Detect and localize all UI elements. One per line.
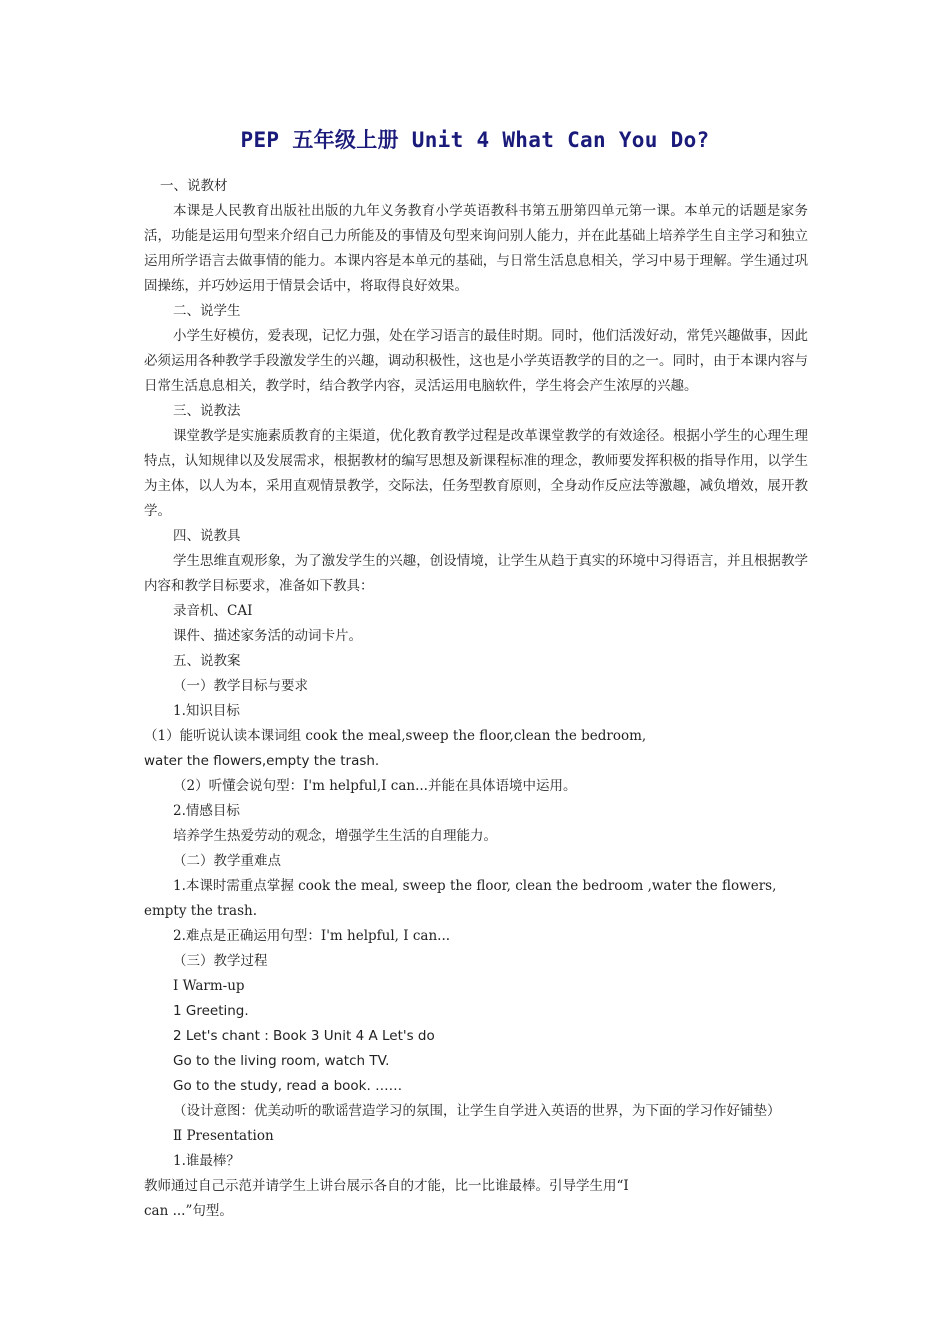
paragraph-line: Go to the study, read a book. ……: [173, 1078, 403, 1094]
paragraph-line: 四、说教具: [173, 528, 241, 544]
paragraph-line: 教师通过自己示范并请学生上讲台展示各自的才能，比一比谁最棒。引导学生用“I: [144, 1178, 629, 1194]
paragraph-line: 二、说学生: [173, 303, 241, 319]
paragraph-line: （一）教学目标与要求: [173, 678, 308, 694]
paragraph-line: 2.情感目标: [173, 803, 240, 819]
paragraph-line: （三）教学过程: [173, 953, 268, 969]
paragraph-line: 录音机、CAI: [173, 603, 253, 619]
document-body: [144, 174, 808, 1224]
paragraph-line: （1）能听说认读本课词组 cook the meal,sweep the floor,clean the bedroom,: [144, 728, 647, 744]
paragraph-line: 1.本课时需重点掌握 cook the meal, sweep the floor, clean the bedroom ,water the flowers, empty the trash.: [144, 878, 777, 919]
paragraph-line: Go to the living room, watch TV.: [173, 1053, 390, 1069]
paragraph-line: Ⅱ Presentation: [173, 1128, 274, 1144]
paragraph-line: water the flowers,empty the trash.: [144, 753, 380, 769]
paragraph-line: 课件、描述家务活的动词卡片。: [173, 628, 362, 644]
paragraph-line: 1 Greeting.: [173, 1003, 249, 1019]
paragraph-line: 小学生好模仿，爱表现，记忆力强，处在学习语言的最佳时期。同时，他们活泼好动，常凭兴趣做事，因此必须运用各种教学手段激发学生的兴趣，调动积极性，这也是小学英语教学的目的之一。同时，由于本课内容与日常生活息息相关，教学时，结合教学内容，灵活运用电脑软件，学生将会产生浓厚的兴趣。: [144, 328, 808, 394]
paragraph-line: 1.谁最棒？: [173, 1153, 240, 1169]
paragraph-line: 课堂教学是实施素质教育的主渠道，优化教育教学过程是改革课堂教学的有效途径。根据小学生的心理生理特点，认知规律以及发展需求，根据教材的编写思想及新课程标准的理念，教师要发挥积极的指导作用，以学生为主体，以人为本，采用直观情景教学，交际法，任务型教育原则，全身动作反应法等激趣，减负增效，展开教学。: [144, 428, 808, 519]
paragraph-line: （2）听懂会说句型：I'm helpful,I can...并能在具体语境中运用。: [173, 778, 577, 794]
paragraph-line: （设计意图：优美动听的歌谣营造学习的氛围，让学生自学进入英语的世界，为下面的学习作好铺垫）: [173, 1103, 781, 1119]
paragraph-line: （二）教学重难点: [173, 853, 281, 869]
paragraph-line: 本课是人民教育出版社出版的九年义务教育小学英语教科书第五册第四单元第一课。本单元的话题是家务活，功能是运用句型来介绍自己力所能及的事情及句型来询问别人能力，并在此基础上培养学生自主学习和独立运用所学语言去做事情的能力。本课内容是本单元的基础，与日常生活息息相关，学习中易于理解。学生通过巩固操练，并巧妙运用于情景会话中，将取得良好效果。: [144, 203, 808, 294]
paragraph-line: 三、说教法: [173, 403, 241, 419]
paragraph-line: 五、说教案: [173, 653, 241, 669]
paragraph-line: 一、说教材: [160, 178, 228, 194]
paragraph-line: 2 Let's chant : Book 3 Unit 4 A Let's do: [173, 1028, 435, 1044]
document-title: PEP 五年级上册 Unit 4 What Can You Do?: [240, 128, 710, 152]
paragraph-line: 2.难点是正确运用句型：I'm helpful, I can...: [173, 928, 451, 944]
paragraph-line: 1.知识目标: [173, 703, 240, 719]
paragraph-line: Ⅰ Warm-up: [173, 978, 245, 994]
paragraph-line: 培养学生热爱劳动的观念，增强学生生活的自理能力。: [173, 828, 497, 844]
paragraph-line: can ...”句型。: [144, 1203, 233, 1219]
paragraph-line: 学生思维直观形象，为了激发学生的兴趣，创设情境，让学生从趋于真实的环境中习得语言，并且根据教学内容和教学目标要求，准备如下教具：: [144, 553, 808, 594]
